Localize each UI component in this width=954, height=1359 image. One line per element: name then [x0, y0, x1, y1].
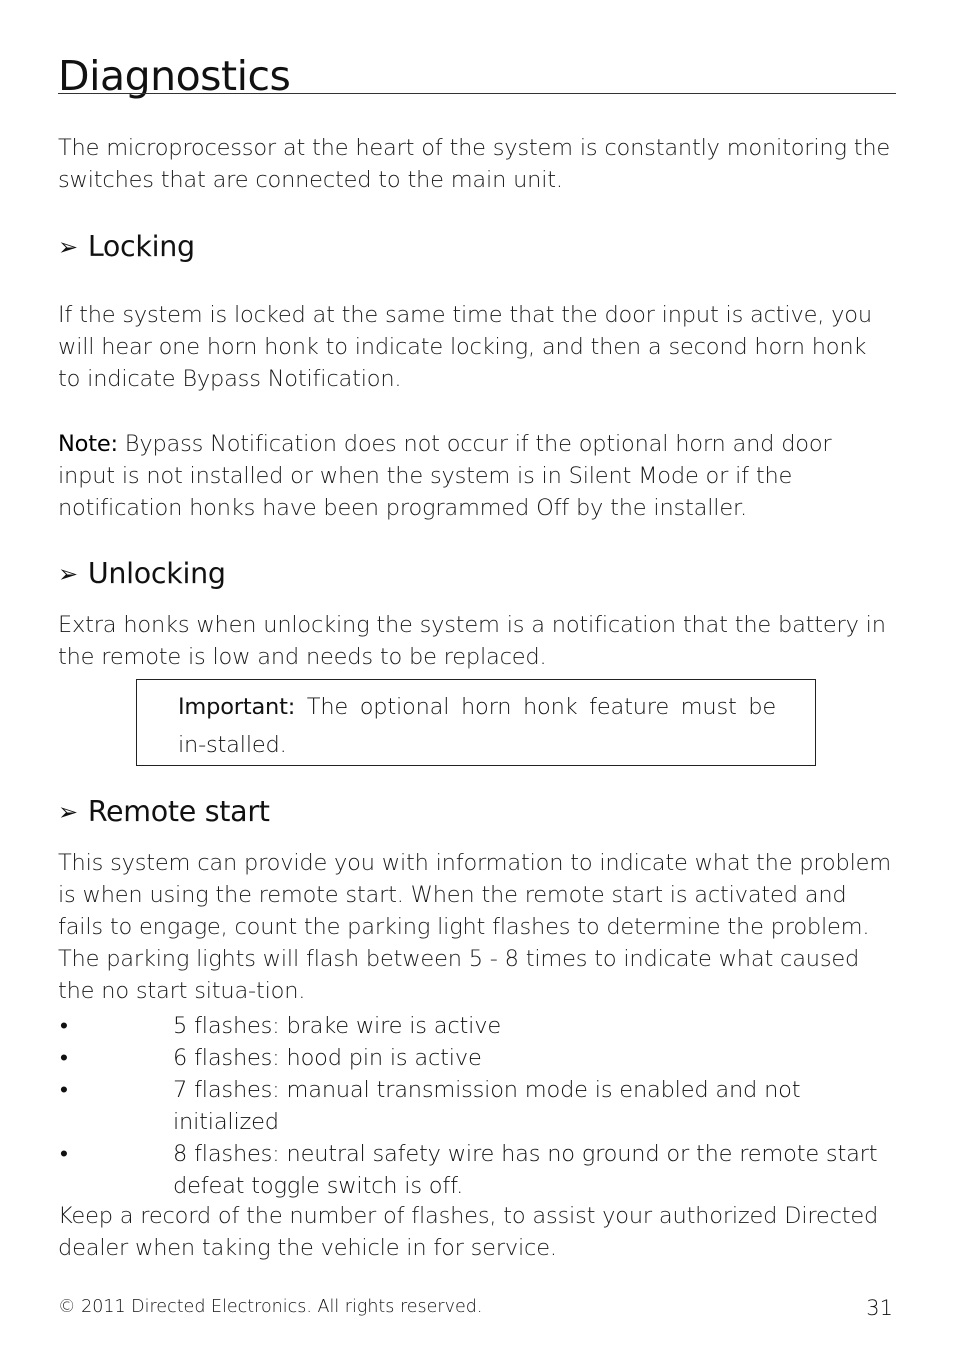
section-heading-unlocking [58, 557, 226, 590]
closing-paragraph: Keep a record of the number of flashes, to assist your authorized Directed dealer when taking the vehicle in for service. [58, 1203, 879, 1261]
section-heading-label: Locking [87, 230, 195, 263]
page-title: Diagnostics [58, 52, 291, 100]
unlocking-paragraph: Extra honks when unlocking the system is a notification that the battery in the remote is low and needs to be replaced. [58, 612, 886, 670]
list-item [58, 1138, 893, 1202]
important-text: The optional horn honk feature must be in-stalled. [178, 694, 776, 758]
note-text: Bypass Notification does not occur if the optional horn and door input is not installed or when the system is in Silent Mode or if the notification honks have been programmed Off by the installer. [58, 431, 832, 521]
arrowhead-right-icon: ➢ [58, 797, 78, 826]
list-item [58, 1074, 893, 1138]
section-heading-label: Remote start [87, 795, 270, 828]
list-item [58, 1042, 893, 1074]
section-heading-locking [58, 230, 195, 263]
note-label: Note: [58, 431, 118, 457]
important-callout [178, 688, 776, 764]
list-item [58, 1010, 893, 1042]
arrowhead-right-icon: ➢ [58, 559, 78, 588]
section-heading-remote-start [58, 795, 270, 828]
list-item-text: 5 flashes: brake wire is active [173, 1013, 501, 1039]
locking-paragraph: If the system is locked at the same time that the door input is active, you will hear one horn honk to indicate locking, and then a second horn honk to indicate Bypass Notification. [58, 302, 872, 392]
bullet-dot-icon: • [60, 1045, 68, 1071]
locking-note [58, 428, 893, 524]
list-item-text: 8 flashes: neutral safety wire has no ground or the remote start defeat toggle switch is off. [173, 1141, 878, 1199]
list-item-text: 6 flashes: hood pin is active [173, 1045, 482, 1071]
bullet-dot-icon: • [60, 1013, 68, 1039]
bullet-dot-icon: • [60, 1077, 68, 1103]
arrowhead-right-icon: ➢ [58, 232, 78, 261]
copyright-footer: © 2011 Directed Electronics. All rights reserved. [58, 1297, 483, 1317]
important-label: Important: [178, 694, 296, 720]
important-callout-box [136, 679, 816, 766]
list-item-text: 7 flashes: manual transmission mode is enabled and not initialized [173, 1077, 801, 1135]
flash-codes-list [58, 1010, 893, 1202]
intro-paragraph: The microprocessor at the heart of the system is constantly monitoring the switches that are connected to the main unit. [58, 135, 891, 193]
remote-start-paragraph: This system can provide you with information to indicate what the problem is when using the remote start. When the remote start is activated and fails to engage, count the parking light flashes to determine the problem. The parking lights will flash between 5 - 8 times to indicate what caused the no start situa-tion. [58, 850, 891, 1004]
section-heading-label: Unlocking [87, 557, 226, 590]
page-number: 31 [866, 1296, 893, 1320]
bullet-dot-icon: • [60, 1141, 68, 1167]
title-underline [58, 93, 896, 94]
